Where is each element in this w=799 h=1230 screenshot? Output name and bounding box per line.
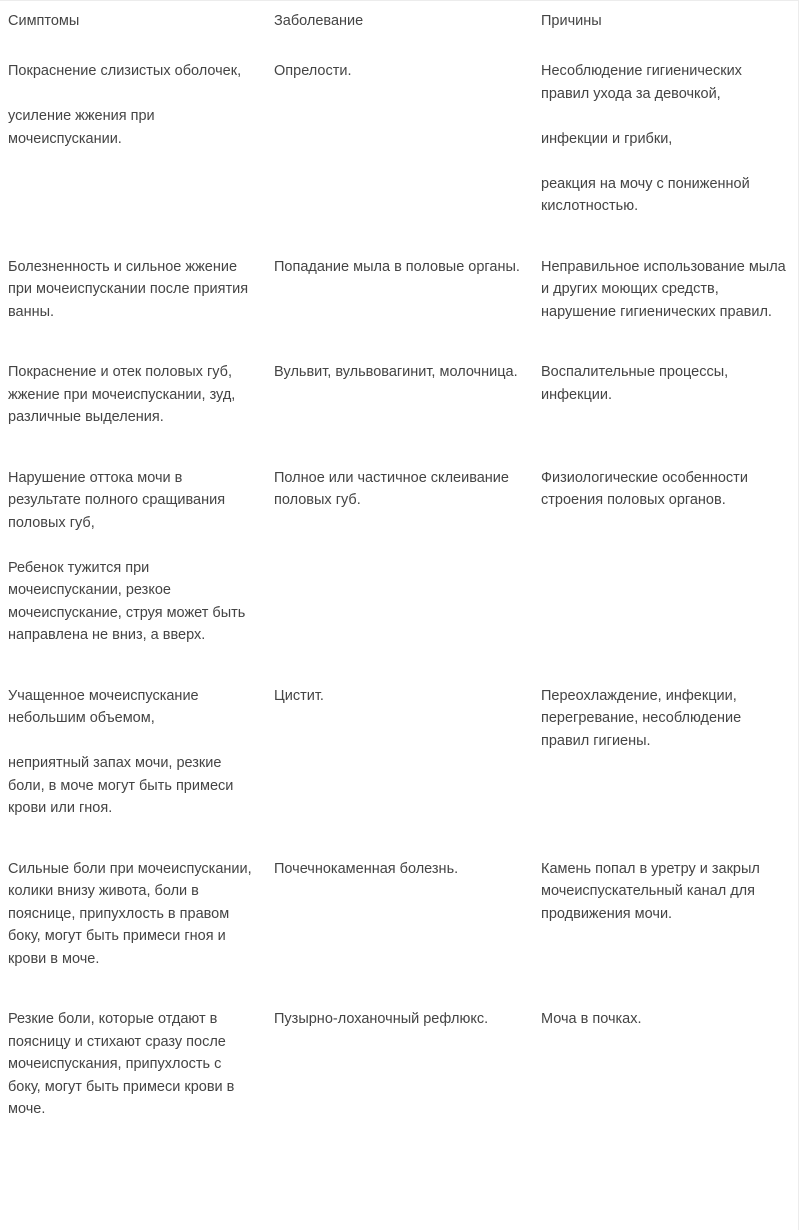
disease-cell — [266, 1008, 533, 1121]
symptoms-table — [0, 1, 799, 1121]
cell-text: Нарушение оттока мочи в результате полного сращивания половых губ, — [8, 469, 226, 531]
disease-cell — [266, 685, 533, 858]
causes-cell — [533, 361, 799, 467]
cell-text: Ребенок тужится при мочеиспускании, резкое мочеиспускание, струя может быть направлена не вниз, а вверх. — [8, 559, 246, 643]
disease-cell — [266, 467, 533, 685]
cell-text: Цистит. — [274, 687, 324, 704]
header-symptoms: Симптомы — [8, 13, 80, 29]
causes-cell — [533, 858, 799, 1009]
cell-text: Воспалительные процессы, инфекции. — [541, 364, 729, 403]
cell-text: Моча в почках. — [541, 1011, 642, 1027]
symptoms-cell — [0, 858, 266, 1009]
table-row — [0, 685, 799, 858]
table-row — [0, 467, 799, 685]
header-causes: Причины — [541, 13, 602, 29]
cell-text: Неправильное использование мыла и других моющих средств, нарушение гигиенических правил. — [541, 258, 786, 320]
cell-text: реакция на мочу с пониженной кислотностью. — [541, 175, 750, 214]
cell-text: неприятный запах мочи, резкие боли, в моче могут быть примеси крови или гноя. — [8, 755, 234, 816]
cell-text: Вульвит, вульвовагинит, молочница. — [274, 364, 518, 380]
cell-text: Покраснение слизистых оболочек, — [8, 63, 242, 79]
symptoms-cell — [0, 685, 266, 858]
table-header — [0, 1, 799, 60]
symptoms-cell — [0, 361, 266, 467]
symptoms-cell — [0, 467, 266, 685]
cell-text: Физиологические особенности строения половых органов. — [541, 469, 748, 508]
cell-text: Резкие боли, которые отдают в поясницу и стихают сразу после мочеиспускания, припухлость с боку, могут быть примеси крови в моче. — [8, 1011, 235, 1117]
disease-cell — [266, 256, 533, 362]
causes-cell — [533, 60, 799, 256]
cell-text: Болезненность и сильное жжение при мочеиспускании после приятия ванны. — [8, 258, 249, 320]
cell-text: Учащенное мочеиспускание небольшим объемом, — [8, 687, 199, 726]
disease-cell — [266, 858, 533, 1009]
table-row — [0, 858, 799, 1009]
symptoms-cell — [0, 256, 266, 362]
causes-cell — [533, 1008, 799, 1121]
cell-text: Покраснение и отек половых губ, жжение при мочеиспускании, зуд, различные выделения. — [8, 364, 236, 425]
table-row — [0, 361, 799, 467]
symptoms-cell — [0, 60, 266, 256]
cell-text: Опрелости. — [274, 63, 352, 79]
cell-text: Полное или частичное склеивание половых губ. — [274, 469, 509, 508]
cell-text: Камень попал в уретру и закрыл мочеиспускательный канал для продвижения мочи. — [541, 860, 760, 922]
cell-text: Переохлаждение, инфекции, перегревание, несоблюдение правил гигиены. — [541, 687, 742, 749]
cell-text: Почечнокаменная болезнь. — [274, 860, 459, 877]
table-row — [0, 256, 799, 362]
cell-text: Несоблюдение гигиенических правил ухода за девочкой, — [541, 63, 742, 102]
symptoms-cell — [0, 1008, 266, 1121]
cell-text: усиление жжения при мочеиспускании. — [8, 108, 155, 147]
table-row — [0, 1008, 799, 1121]
header-disease: Заболевание — [274, 13, 364, 29]
cell-text: Пузырно-лоханочный рефлюкс. — [274, 1011, 489, 1027]
causes-cell — [533, 685, 799, 858]
cell-text: инфекции и грибки, — [541, 130, 673, 147]
disease-cell — [266, 60, 533, 256]
table-body — [0, 60, 799, 1121]
causes-cell — [533, 256, 799, 362]
header-row — [0, 1, 799, 60]
cell-text: Сильные боли при мочеиспускании, колики внизу живота, боли в пояснице, припухлость в правом боку, могут быть примеси гноя и крови в моче. — [8, 860, 252, 967]
cell-text: Попадание мыла в половые органы. — [274, 258, 520, 275]
disease-cell — [266, 361, 533, 467]
table-row — [0, 60, 799, 256]
causes-cell — [533, 467, 799, 685]
